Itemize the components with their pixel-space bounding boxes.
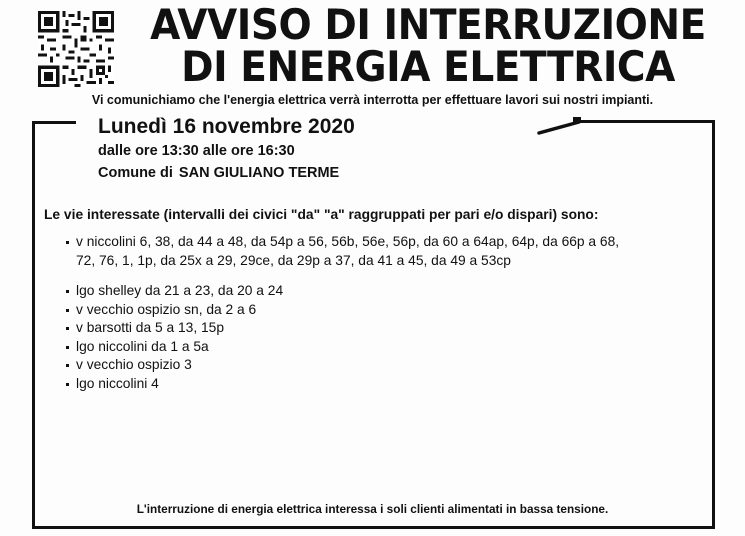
list-item	[64, 233, 619, 270]
streets-header: Le vie interessate (intervalli dei civici "da" "a" raggruppati per pari e/o dispari) sono:	[44, 207, 599, 222]
frame-top-left-border	[32, 121, 76, 124]
street-list-secondary	[64, 282, 283, 393]
list-item: lgo niccolini 4	[64, 375, 283, 394]
notice-subtitle: Vi comunichiamo che l'energia elettrica verrà interrotta per effettuare lavori sui nostri impianti.	[91, 93, 654, 107]
interruption-date: Lunedì 16 novembre 2020	[98, 115, 355, 138]
qr-code-icon	[38, 11, 114, 87]
municipality-name: SAN GIULIANO TERME	[178, 165, 340, 181]
notice-title-line1: AVVISO DI INTERRUZIONE	[150, 0, 706, 49]
municipality-label: Comune di	[98, 165, 173, 181]
list-item: v barsotti da 5 a 13, 15p	[64, 319, 283, 338]
notice-title-line2: DI ENERGIA ELETTRICA	[181, 42, 675, 91]
frame-left-border	[32, 121, 35, 528]
street-list-primary	[64, 233, 619, 270]
frame-top-right-border	[578, 120, 715, 123]
list-item: lgo niccolini da 1 a 5a	[64, 338, 283, 357]
interruption-hours: dalle ore 13:30 alle ore 16:30	[98, 143, 295, 159]
frame-bottom-border	[32, 526, 714, 529]
street-line: v niccolini 6, 38, da 44 a 48, da 54p a 56, 56b, 56e, 56p, da 60 a 64ap, 64p, da 66p a 68,	[76, 234, 620, 249]
street-line-continuation: 72, 76, 1, 1p, da 25x a 29, 29ce, da 29p a 37, da 41 a 45, da 49 a 53cp	[76, 252, 511, 268]
footer-note: L'interruzione di energia elettrica interessa i soli clienti alimentati in bassa tensione.	[136, 502, 609, 516]
list-item: v vecchio ospizio 3	[64, 356, 283, 375]
switch-icon	[535, 112, 595, 136]
municipality	[98, 165, 339, 181]
list-item: v vecchio ospizio sn, da 2 a 6	[64, 301, 283, 320]
frame-right-border	[712, 120, 715, 529]
list-item: lgo shelley da 21 a 23, da 20 a 24	[64, 282, 283, 301]
